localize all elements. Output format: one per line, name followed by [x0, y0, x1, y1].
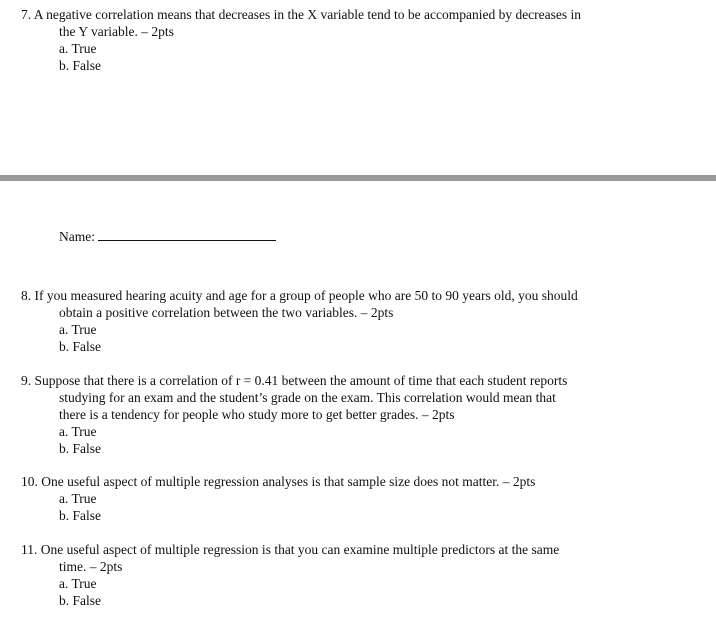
question-8: [21, 287, 641, 355]
question-9-stem-line-3: there is a tendency for people who study more to get better grades. – 2pts: [59, 407, 455, 422]
question-7-stem-line-2: the Y variable. – 2pts: [59, 24, 174, 39]
question-9: [21, 372, 641, 457]
question-9-option-a[interactable]: a. True: [59, 424, 97, 439]
question-11-option-a[interactable]: a. True: [59, 576, 97, 591]
question-9-stem-line-1: 9. Suppose that there is a correlation of r = 0.41 between the amount of time that each student reports: [21, 373, 568, 388]
question-10: [21, 473, 641, 524]
name-row: [59, 226, 276, 245]
question-8-stem-line-1: 8. If you measured hearing acuity and age for a group of people who are 50 to 90 years old, you should: [21, 288, 578, 303]
question-7-stem-line-1: 7. A negative correlation means that decreases in the X variable tend to be accompanied by decreases in: [21, 7, 582, 22]
question-7: [21, 6, 641, 74]
question-8-option-a[interactable]: a. True: [59, 322, 97, 337]
question-11: [21, 541, 641, 609]
name-label: Name:: [59, 229, 95, 244]
question-9-stem-line-2: studying for an exam and the student’s grade on the exam. This correlation would mean that: [59, 390, 556, 405]
question-10-option-b[interactable]: b. False: [59, 508, 101, 523]
question-10-option-a[interactable]: a. True: [59, 491, 97, 506]
question-11-stem-line-2: time. – 2pts: [59, 559, 123, 574]
name-input-line[interactable]: [98, 226, 276, 241]
question-10-stem-line-1: 10. One useful aspect of multiple regression analyses is that sample size does not matter. – 2pts: [21, 474, 536, 489]
question-11-option-b[interactable]: b. False: [59, 593, 101, 608]
page-divider: [0, 175, 716, 181]
question-8-option-b[interactable]: b. False: [59, 339, 101, 354]
question-7-option-a[interactable]: a. True: [59, 41, 97, 56]
question-8-stem-line-2: obtain a positive correlation between the two variables. – 2pts: [59, 305, 394, 320]
question-7-option-b[interactable]: b. False: [59, 58, 101, 73]
question-9-option-b[interactable]: b. False: [59, 441, 101, 456]
question-11-stem-line-1: 11. One useful aspect of multiple regression is that you can examine multiple predictors at the same: [21, 542, 560, 557]
